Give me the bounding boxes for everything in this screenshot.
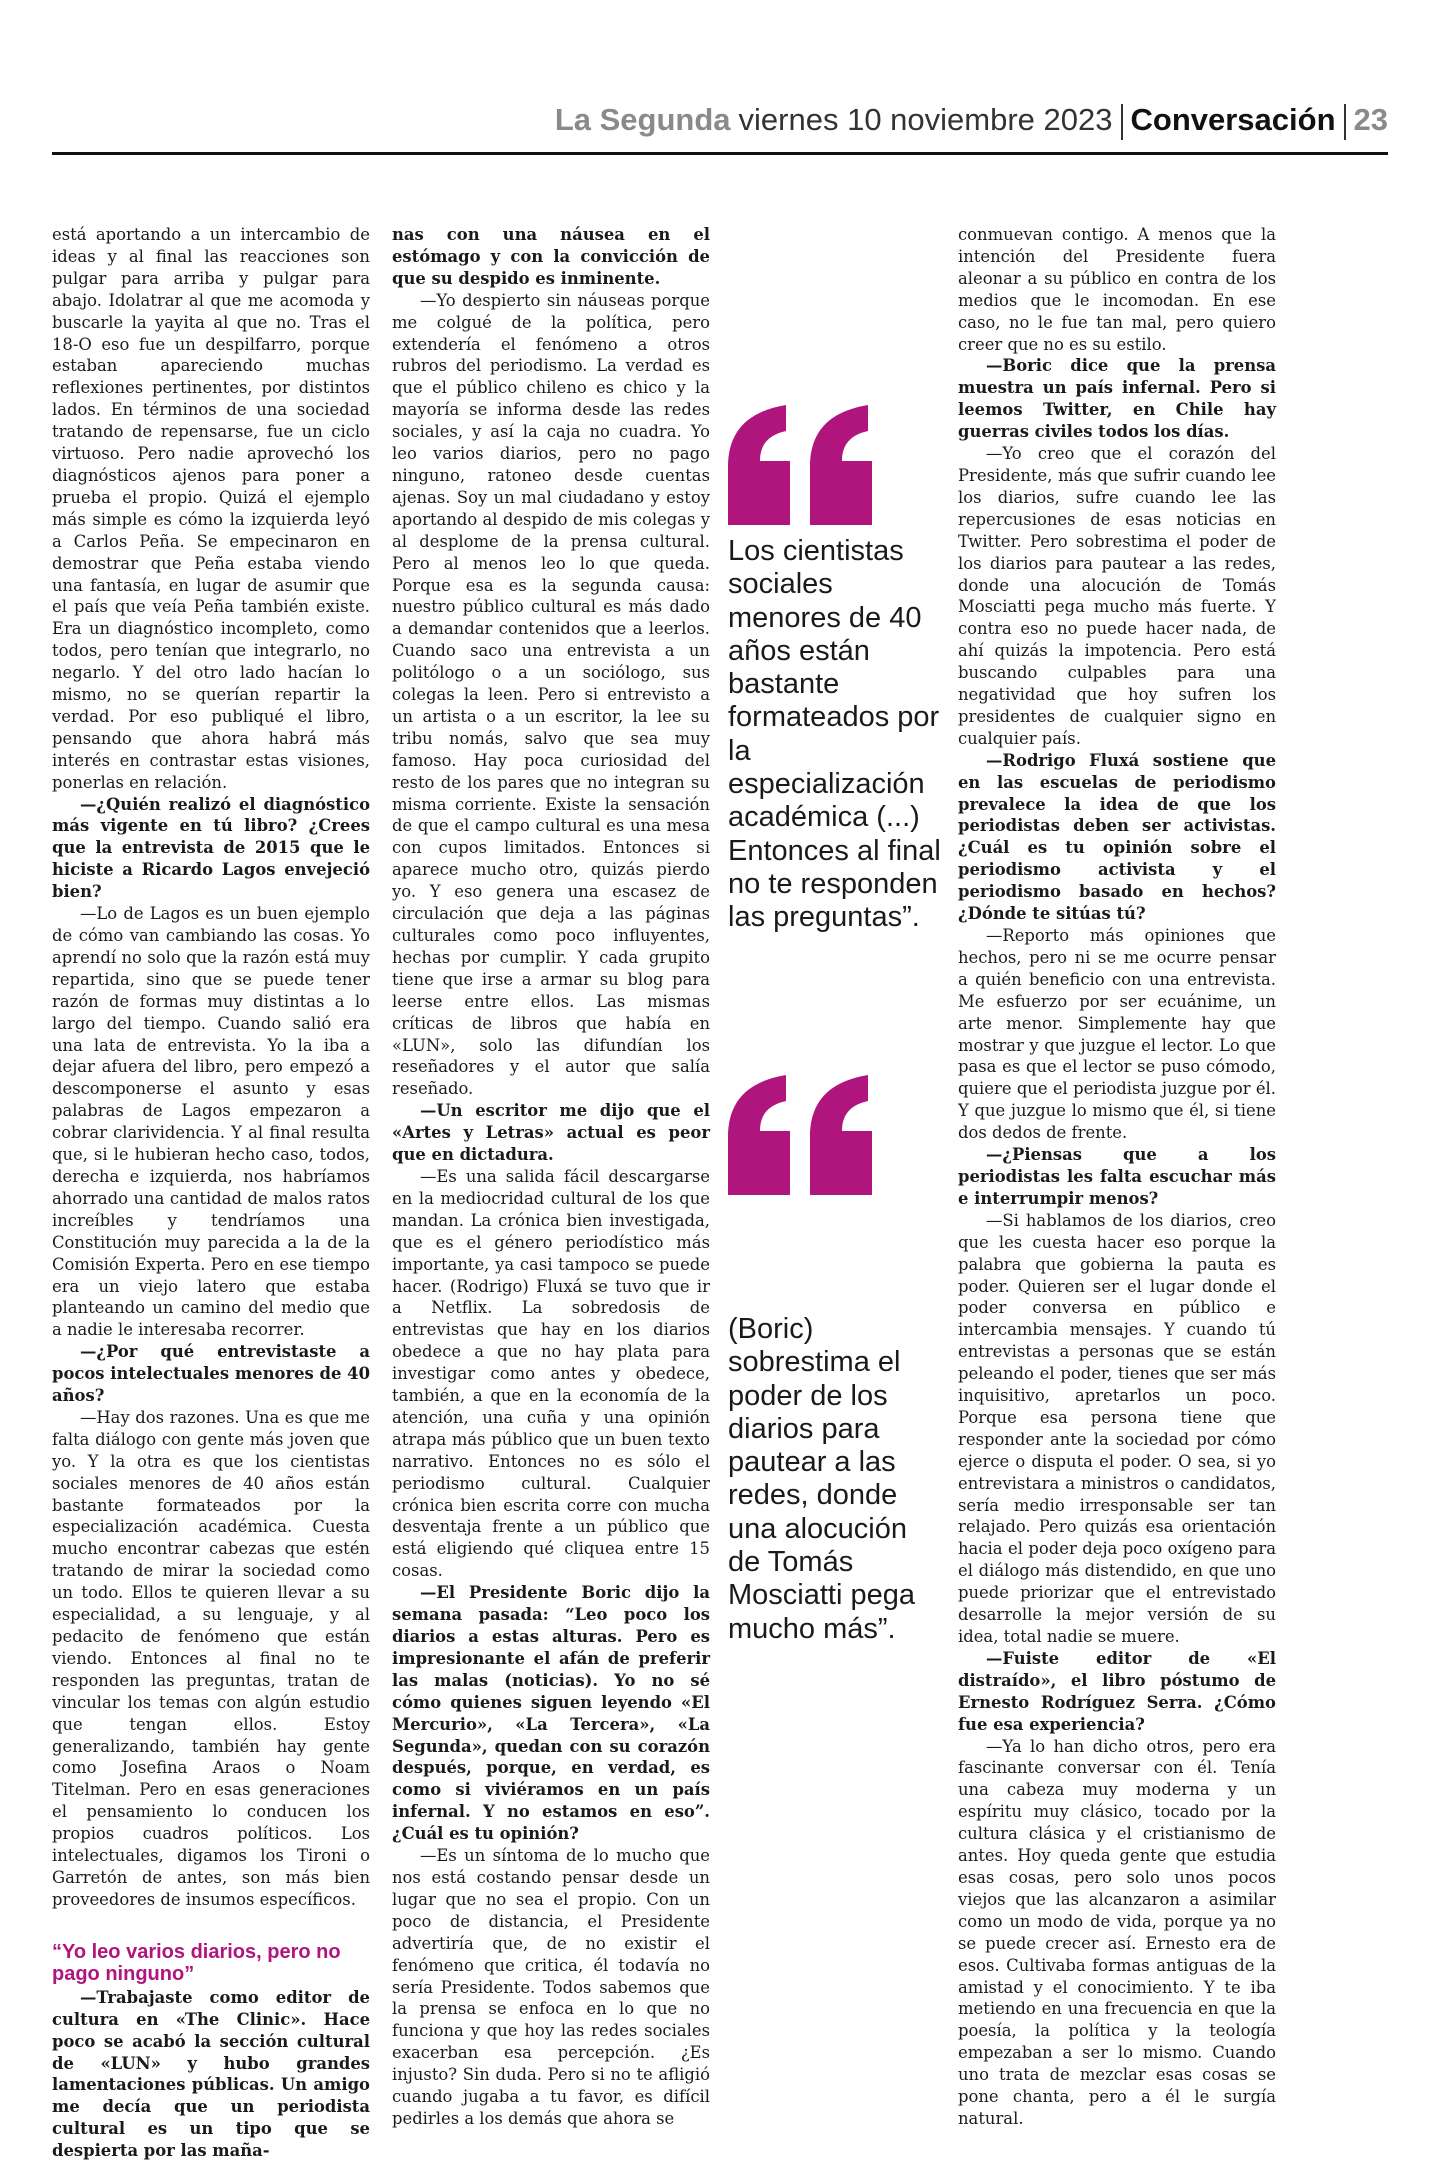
article-column-3: [958, 224, 1276, 2130]
interview-question: —Rodrigo Fluxá sostiene que en las escuelas de periodismo prevalece la idea de que los periodistas deben ser activistas. ¿Cuál es tu opinión sobre el periodismo activista y el periodismo basado en hechos? ¿Dónde te sitúas tú?: [958, 750, 1276, 924]
answer-paragraph: —Hay dos razones. Una es que me falta diálogo con gente más joven que yo. Y la otra es que los cientistas sociales menores de 40 años están bastante formateados por la especialización académica. Cuesta mucho encontrar cabezas que estén tratando de mirar la sociedad como un todo. Ellos te quieren llevar a su especialidad, a su lenguaje, y al pedacito de fenómeno que están viendo. Entonces al final no te responden las preguntas, tratan de vincular los temas con algún estudio que tengan ellos. Estoy generalizando, también hay gente como Josefina Araos o Noam Titelman. Pero en esas generaciones el pensamiento lo conducen los propios cuadros políticos. Los intelectuales, digamos los Tironi o Garretón de antes, son más bien proveedores de insumos específicos.: [52, 1407, 370, 1909]
answer-paragraph: conmuevan contigo. A menos que la intención del Presidente fuera aleonar a su público en contra de los medios que le incomodan. En ese caso, no le fue tan mal, pero quiero creer que no es su estilo.: [958, 225, 1276, 354]
interview-question: —Trabajaste como editor de cultura en «The Clinic». Hace poco se acabó la sección cultural de «LUN» y hubo grandes lamentaciones públicas. Un amigo me decía que un periodista cultural es un tipo que se despierta por las maña-: [52, 1987, 370, 2161]
answer-paragraph: está aportando a un intercambio de ideas y al final las reacciones son pulgar para arriba y pulgar para abajo. Idolatrar al que me acomoda y buscarle la yayita al que no. Tras el 18-O eso fue un despilfarro, porque estaban apareciendo muchas reflexiones pertinentes, por distintos lados. En términos de una sociedad tratando de repensarse, fue un ciclo virtuoso. Pero nadie aprovechó los diagnósticos ajenos para poner a prueba el propio. Quizá el ejemplo más simple es cómo la izquierda leyó a Carlos Peña. Se empecinaron en demostrar que Peña estaba viendo una fantasía, en lugar de asumir que el país que veía Peña también existe. Era un diagnóstico incompleto, como todos, pero tenían que integrarlo, no negarlo. Y del otro lado hacían lo mismo, no se querían repartir la verdad. Por eso publiqué el libro, pensando que ahora habrá más interés en contrastar estas visiones, ponerlas en relación.: [52, 225, 370, 792]
answer-paragraph: —Reporto más opiniones que hechos, pero ni se me ocurre pensar a quién beneficio con una entrevista. Me esfuerzo por ser ecuánime, un arte menor. Simplemente hay que mostrar y que juzgue el lector. Lo que pasa es que el lector se puso cómodo, quiere que el periodista juzgue por él. Y que juzgue lo mismo que él, si tiene dos dedos de frente.: [958, 926, 1276, 1143]
answer-paragraph: —Si hablamos de los diarios, creo que les cuesta hacer eso porque la palabra que gobierna la pauta es poder. Quieren ser el lugar donde el poder conversa en público e intercambia mensajes. Y cuando tú entrevistas a personas que se están peleando el poder, tienes que ser más inquisitivo, apretarlos un poco. Porque esa persona tiene que responder ante la sociedad por cómo ejerce o disputa el poder. O sea, si yo entrevistara a ministros o candidatos, sería medio irresponsable ser tan relajado. Pero quizás esa orientación hacia el poder deja poco oxígeno para el diálogo más distendido, en que uno puede priorizar que el entrevistado desarrolle la mejor versión de su idea, total nadie se muere.: [958, 1210, 1276, 1646]
pull-quote-text: Los cientistas sociales menores de 40 años están bastante formateados por la especialización académica (...) Entonces al final no te responden las preguntas”.: [728, 535, 941, 934]
masthead-divider: [1121, 104, 1123, 140]
article-column-1: [52, 224, 370, 2162]
section-subhead: “Yo leo varios diarios, pero no pago ninguno”: [52, 1940, 341, 1985]
pull-quote-2: [728, 1075, 942, 1646]
interview-question: —El Presidente Boric dijo la semana pasada: “Leo poco los diarios a estas alturas. Pero es impresionante el afán de preferir las malas (noticias). Yo no sé cómo quienes siguen leyendo «El Mercurio», «La Tercera», «La Segunda», quedan con su corazón después, porque, en verdad, es como si viviéramos en un país infernal. Y no estamos en eso”. ¿Cuál es tu opinión?: [392, 1583, 710, 1844]
quote-mark-icon: [728, 1075, 878, 1195]
pull-quote-text: (Boric) sobrestima el poder de los diarios para pautear a las redes, donde una alocución de Tomás Mosciatti pega mucho más”.: [728, 1313, 915, 1645]
issue-date: viernes 10 noviembre 2023: [738, 102, 1113, 137]
answer-paragraph: —Yo creo que el corazón del Presidente, más que sufrir cuando lee los diarios, sufre cuando lee las repercusiones de esas noticias en Twitter. Pero sobrestima el poder de los diarios para pautear a las redes, donde una alocución de Tomás Mosciatti pega mucho más fuerte. Y contra eso no puede hacer nada, de ahí quizás la impotencia. Pero está buscando culpables para una negatividad que hoy sufren los presidentes de cualquier signo en cualquier país.: [958, 444, 1276, 748]
section-name: Conversación: [1130, 102, 1336, 137]
answer-paragraph: —Es una salida fácil descargarse en la mediocridad cultural de los que mandan. La crónica bien investigada, que es el género periodístico más importante, ya casi tampoco se puede hacer. (Rodrigo) Fluxá se tuvo que ir a Netflix. La sobredosis de entrevistas que hay en los diarios obedece a que no hay plata para investigar como antes y obedece, también, a que en la economía de la atención, una cuña y una opinión atrapa más público que un buen texto narrativo. Entonces no es sólo el periodismo cultural. Cualquier crónica bien escrita corre con mucha desventaja frente a un público que está eligiendo qué cliquea entre 15 cosas.: [392, 1166, 710, 1581]
interview-question: —¿Piensas que a los periodistas les falta escuchar más e interrumpir menos?: [958, 1145, 1276, 1208]
answer-paragraph: —Es un síntoma de lo mucho que nos está costando pensar desde un lugar que no sea el propio. Con un poco de distancia, el Presidente advertiría que, de no existir el fenómeno que critica, él todavía no sería Presidente. Todos sabemos que la prensa se enfoca en lo que no funciona y que hoy las redes sociales exacerban esa percepción. ¿Es injusto? Sin duda. Pero si no te afligió cuando jugaba a tu favor, es difícil pedirles a los demás que ahora se: [392, 1846, 710, 2128]
masthead: [52, 98, 1388, 155]
article-column-2: [392, 224, 710, 2130]
interview-question: —¿Quién realizó el diagnóstico más vigente en tú libro? ¿Crees que la entrevista de 2015 que le hiciste a Ricardo Lagos envejeció bien?: [52, 794, 370, 902]
page-number: 23: [1353, 102, 1388, 137]
interview-question: —¿Por qué entrevistaste a pocos intelectuales menores de 40 años?: [52, 1342, 370, 1406]
interview-question: —Fuiste editor de «El distraído», el libro póstumo de Ernesto Rodríguez Serra. ¿Cómo fue esa experiencia?: [958, 1648, 1276, 1734]
interview-question: —Boric dice que la prensa muestra un país infernal. Pero si leemos Twitter, en Chile hay guerras civiles todos los días.: [958, 356, 1276, 442]
interview-question: —Un escritor me dijo que el «Artes y Letras» actual es peor que en dictadura.: [392, 1101, 710, 1165]
quote-mark-icon: [728, 405, 878, 525]
answer-paragraph: —Lo de Lagos es un buen ejemplo de cómo van cambiando las cosas. Yo aprendí no solo que la razón está muy repartida, sino que se puede tener razón de formas muy distintas a lo largo del tiempo. Cuando salió era una lata de entrevista. Yo la iba a dejar afuera del libro, pero empezó a descomponerse el asunto y esas palabras de Lagos empezaron a cobrar clarividencia. Y al final resulta que, si le hubieran hecho caso, todos, derecha e izquierda, nos habríamos ahorrado una cantidad de malos ratos increíbles y tendríamos una Constitución muy parecida a la de la Comisión Experta. Pero en ese tiempo era un viejo latero que estaba planteando un camino del medio que a nadie le interesaba recorrer.: [52, 904, 370, 1340]
answer-paragraph: —Yo despierto sin náuseas porque me colgué de la política, pero extendería el fenómeno a otros rubros del periodismo. La verdad es que el público chileno es chico y la mayoría se informa desde las redes sociales, y así la caja no cuadra. Yo leo varios diarios, pero no pago ninguno, ratoneo desde cuentas ajenas. Soy un mal ciudadano y estoy aportando al despido de mis colegas y al desplome de la prensa cultural. Pero al menos leo lo que queda. Porque esa es la segunda causa: nuestro público cultural es más dado a demandar contenidos que a leerlos. Cuando saco una entrevista a un politólogo o a un sociólogo, sus colegas la leen. Pero si entrevisto a un artista o a un escritor, la lee su tribu nomás, salvo que sea muy famoso. Hay poca curiosidad del resto de los pares que no integran su misma corriente. Existe la sensación de que el campo cultural es una mesa con cupos limitados. Entonces si aparece mucho otro, quizás pierdo yo. Y eso genera una escasez de circulación que deja a las páginas culturales como poco influyentes, hechas por cumplir. Y cada grupito tiene que irse a armar su blog para leerse entre ellos. Las mismas críticas de libros que había en «LUN», solo las difundían los reseñadores y el autor que salía reseñado.: [392, 290, 710, 1099]
answer-paragraph: —Ya lo han dicho otros, pero era fascinante conversar con él. Tenía una cabeza muy moderna y un espíritu muy clásico, tocado por la cultura clásica y el cristianismo de antes. Hoy queda gente que estudia esas cosas, pero solo unos pocos viejos que las alcanzaron a asimilar como un modo de vida, porque ya no se puede crecer así. Ernesto era de esos. Cultivaba formas antiguas de la amistad y el conocimiento. Y te iba metiendo en una frecuencia en que la poesía, la política y la teología empezaban a ser lo mismo. Cuando uno trata de mezclar esas cosas se pone chanta, pero a él le surgía natural.: [958, 1736, 1276, 2128]
pull-quote-1: [728, 405, 942, 935]
masthead-row: [555, 102, 1388, 142]
interview-question: nas con una náusea en el estómago y con la convicción de que su despido es inminente.: [392, 225, 710, 288]
masthead-divider: [1344, 104, 1346, 140]
newspaper-name: La Segunda: [554, 102, 731, 137]
